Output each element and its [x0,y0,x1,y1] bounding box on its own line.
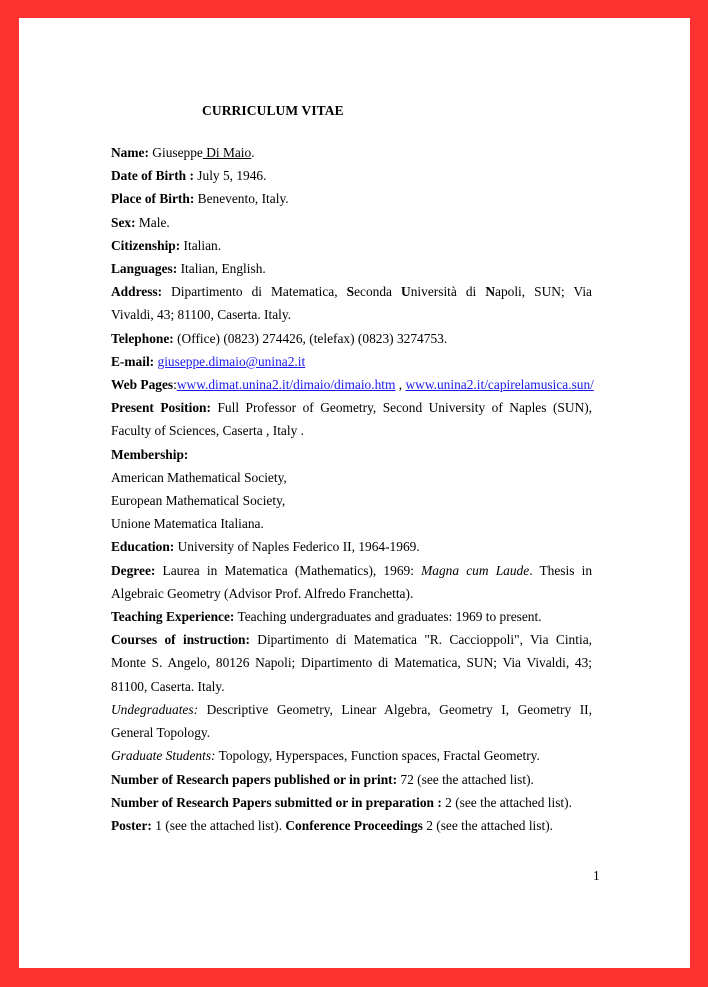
web-pages-line: Web Pages:www.dimat.unina2.it/dimaio/dimaio.htm , www.unina2.it/capirelamusica.sun/ [111,377,594,392]
degree-part-b: . Thesis in [529,563,593,578]
birth-date-line [111,168,266,184]
undergrad-line-2: General Topology. [111,725,211,740]
education-line [111,539,420,555]
address-initial-s: S [346,284,355,299]
teaching-line [111,609,542,625]
poster-line [111,818,553,834]
proceedings-value: 2 (see the attached list). [422,818,554,833]
courses-label: Courses of instruction: [111,632,250,647]
published-label: Number of Research papers published or in print: [111,772,398,787]
proceedings-label: Conference Proceedings [285,818,423,833]
citizenship-line [111,238,221,254]
sex-label: Sex: [111,215,136,230]
name-first: Giuseppe [152,145,203,160]
web-pages-label: Web Pages [111,377,174,392]
degree-honor: Magna cum Laude [421,563,530,578]
sex-value: Male. [135,215,170,230]
address-part-b: econda [354,284,402,299]
submitted-value: 2 (see the attached list). [441,795,572,810]
birth-date-label: Date of Birth : [111,168,194,183]
email-line [111,354,305,370]
undergrad-label: Undegraduates: [111,702,199,717]
sex-line [111,215,170,231]
address-label: Address: [111,284,163,299]
degree-label: Degree: [111,563,156,578]
membership-label: Membership: [111,447,189,462]
undergrad-line-1 [111,702,592,718]
birth-date-value: July 5, 1946. [193,168,267,183]
email-label: E-mail: [111,354,155,369]
email-link[interactable]: giuseppe.dimaio@unina2.it [157,354,306,369]
address-part-d: apoli, SUN; Via [495,284,592,299]
address-part-c: niversità di [410,284,486,299]
membership-item: European Mathematical Society, [111,493,286,508]
graduate-value: Topology, Hyperspaces, Function spaces, Fractal Geometry. [215,748,540,763]
web-separator: , [395,377,406,392]
address-initial-n: N [485,284,495,299]
submitted-label: Number of Research Papers submitted or in preparation : [111,795,442,810]
birth-place-label: Place of Birth: [111,191,195,206]
position-value: Full Professor of Geometry, Second University of Naples (SUN), [210,400,593,415]
membership-item: Unione Matematica Italiana. [111,516,264,531]
languages-label: Languages: [111,261,178,276]
courses-line-1 [111,632,592,648]
citizenship-value: Italian. [180,238,222,253]
poster-label: Poster: [111,818,152,833]
name-label: Name: [111,145,149,160]
courses-line-2: Monte S. Angelo, 80126 Napoli; Dipartimento di Matematica, SUN; Via Vivaldi, 43; [111,655,592,670]
languages-value: Italian, English. [177,261,266,276]
document-title: CURRICULUM VITAE [202,103,344,118]
degree-line-1 [111,563,592,579]
education-value: University of Naples Federico II, 1964-1969. [174,539,420,554]
telephone-value: (Office) (0823) 274426, (telefax) (0823) 3274753. [173,331,448,346]
citizenship-label: Citizenship: [111,238,181,253]
name-last: Di Maio [202,145,252,160]
telephone-line [111,331,447,347]
web-link-dimat[interactable]: www.dimat.unina2.it/dimaio/dimaio.htm [176,377,396,392]
languages-line [111,261,266,277]
submitted-line [111,795,572,811]
teaching-value: Teaching undergraduates and graduates: 1969 to present. [234,609,542,624]
membership-item: American Mathematical Society, [111,470,287,485]
birth-place-line [111,191,289,207]
birth-place-value: Benevento, Italy. [194,191,289,206]
position-line-2: Faculty of Sciences, Caserta , Italy . [111,423,304,438]
poster-value: 1 (see the attached list). [151,818,286,833]
degree-part-a: Laurea in Matematica (Mathematics), 1969: [155,563,422,578]
published-value: 72 (see the attached list). [397,772,534,787]
teaching-label: Teaching Experience: [111,609,235,624]
graduate-line [111,748,540,764]
published-line [111,772,534,788]
graduate-label: Graduate Students: [111,748,216,763]
education-label: Education: [111,539,175,554]
undergrad-value: Descriptive Geometry, Linear Algebra, Geometry I, Geometry II, [198,702,592,717]
position-label: Present Position: [111,400,211,415]
telephone-label: Telephone: [111,331,174,346]
degree-line-2: Algebraic Geometry (Advisor Prof. Alfredo Franchetta). [111,586,414,601]
page-number: 1 [593,868,600,883]
courses-value: Dipartimento di Matematica "R. Caccioppoli", Via Cintia, [249,632,592,647]
address-part-a: Dipartimento di Matematica, [162,284,347,299]
web-link-capirelamusica[interactable]: www.unina2.it/capirelamusica.sun/ [405,377,594,392]
position-line-1 [111,400,592,416]
address-line-1 [111,284,592,300]
name-line [111,145,255,161]
address-initial-u: U [401,284,411,299]
membership-heading [111,447,188,463]
address-line-2: Vivaldi, 43; 81100, Caserta. Italy. [111,307,292,322]
courses-line-3: 81100, Caserta. Italy. [111,679,225,694]
name-end: . [251,145,255,160]
